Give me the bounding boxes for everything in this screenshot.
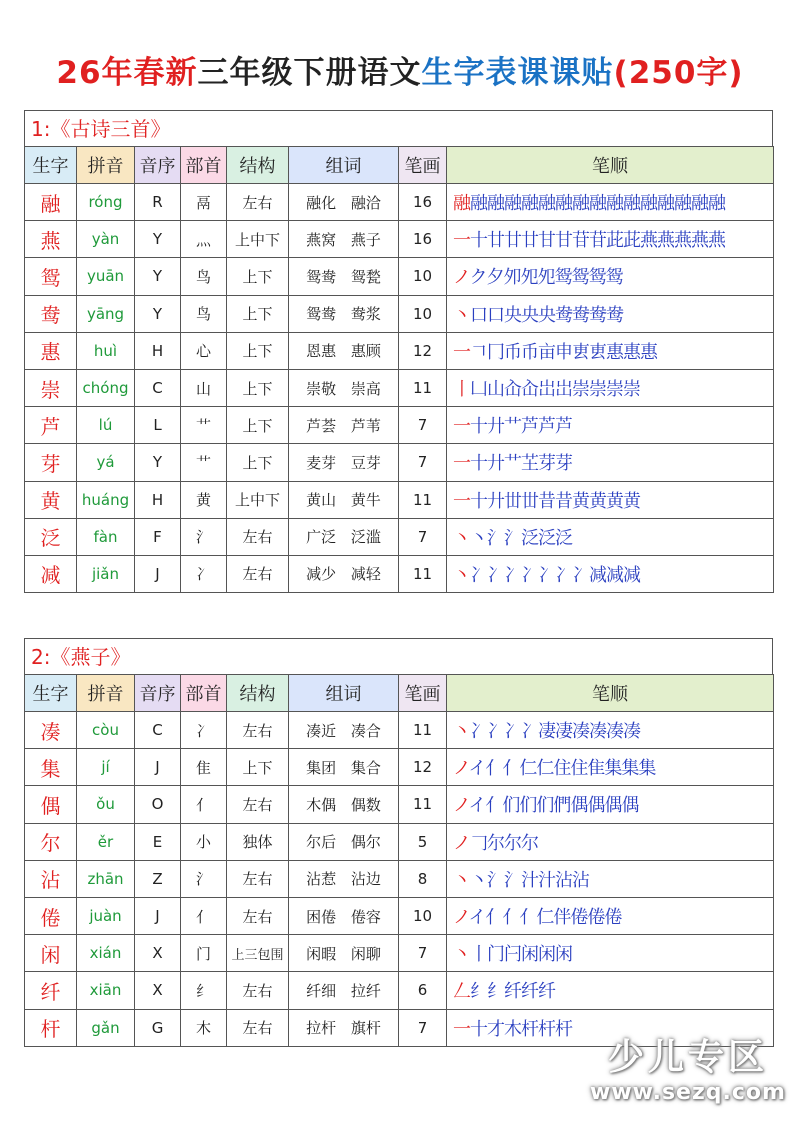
table-header-row: [25, 147, 774, 184]
cell-initial: C: [135, 712, 181, 749]
cell-strokes: 11: [399, 369, 447, 406]
table-row: [25, 786, 774, 823]
cell-stroke-order: ノイ亻亻亻仁伴倦倦倦: [447, 897, 774, 934]
cell-stroke-order: 丶丶氵氵泛泛泛: [447, 518, 774, 555]
header-strokes: 笔画: [399, 675, 447, 712]
cell-radical: 心: [181, 332, 227, 369]
table-row: [25, 712, 774, 749]
watermark-url: www.sezq.com: [590, 1080, 786, 1105]
cell-strokes: 8: [399, 860, 447, 897]
cell-strokes: 10: [399, 897, 447, 934]
header-words: 组词: [289, 675, 399, 712]
cell-pinyin: jí: [77, 749, 135, 786]
cell-char: 鸯: [25, 295, 77, 332]
cell-initial: C: [135, 369, 181, 406]
cell-words: 鸳鸯 鸳甃: [289, 258, 399, 295]
cell-strokes: 16: [399, 184, 447, 221]
cell-initial: X: [135, 935, 181, 972]
cell-radical: 黄: [181, 481, 227, 518]
table-row: [25, 972, 774, 1009]
header-radical: 部首: [181, 147, 227, 184]
cell-words: 黄山 黄牛: [289, 481, 399, 518]
cell-words: 恩惠 惠顾: [289, 332, 399, 369]
cell-radical: 氵: [181, 518, 227, 555]
cell-char: 凑: [25, 712, 77, 749]
cell-structure: 上下: [227, 369, 289, 406]
lesson-section-2: [24, 638, 773, 1047]
cell-pinyin: huì: [77, 332, 135, 369]
cell-pinyin: chóng: [77, 369, 135, 406]
cell-stroke-order: 一𠃍冂币币亩申叀叀惠惠惠: [447, 332, 774, 369]
cell-stroke-order: ノク夕夘夗夗鸳鸳鸳鸳: [447, 258, 774, 295]
cell-radical: 灬: [181, 221, 227, 258]
cell-strokes: 7: [399, 1009, 447, 1046]
cell-stroke-order: 𠃋纟纟纤纤纤: [447, 972, 774, 1009]
cell-char: 减: [25, 555, 77, 592]
cell-structure: 上下: [227, 295, 289, 332]
cell-initial: L: [135, 407, 181, 444]
cell-radical: 纟: [181, 972, 227, 1009]
cell-pinyin: huáng: [77, 481, 135, 518]
cell-structure: 左右: [227, 555, 289, 592]
cell-stroke-order: 一十廾艹芦芦芦: [447, 407, 774, 444]
page-title: [0, 48, 800, 98]
cell-stroke-order: ノイ亻们们们們偶偶偶偶: [447, 786, 774, 823]
lesson-title: 1:《古诗三首》: [24, 110, 773, 146]
cell-structure: 左右: [227, 518, 289, 555]
table-row: [25, 258, 774, 295]
cell-radical: 门: [181, 935, 227, 972]
cell-words: 沾惹 沾边: [289, 860, 399, 897]
table-row: [25, 295, 774, 332]
header-structure: 结构: [227, 147, 289, 184]
cell-radical: 鸟: [181, 295, 227, 332]
cell-pinyin: róng: [77, 184, 135, 221]
cell-initial: Y: [135, 221, 181, 258]
cell-structure: 左右: [227, 972, 289, 1009]
cell-pinyin: xián: [77, 935, 135, 972]
cell-radical: 冫: [181, 712, 227, 749]
cell-initial: Z: [135, 860, 181, 897]
cell-strokes: 10: [399, 295, 447, 332]
cell-radical: 鬲: [181, 184, 227, 221]
cell-initial: H: [135, 332, 181, 369]
table-row: [25, 555, 774, 592]
character-table: [24, 674, 774, 1047]
cell-stroke-order: 丶丶氵氵汁汁沾沾: [447, 860, 774, 897]
cell-pinyin: lú: [77, 407, 135, 444]
cell-structure: 独体: [227, 823, 289, 860]
header-structure: 结构: [227, 675, 289, 712]
cell-pinyin: zhān: [77, 860, 135, 897]
cell-char: 崇: [25, 369, 77, 406]
table-row: [25, 332, 774, 369]
cell-strokes: 16: [399, 221, 447, 258]
cell-strokes: 11: [399, 555, 447, 592]
table-row: [25, 518, 774, 555]
cell-pinyin: yāng: [77, 295, 135, 332]
cell-initial: G: [135, 1009, 181, 1046]
cell-initial: R: [135, 184, 181, 221]
cell-pinyin: jiǎn: [77, 555, 135, 592]
cell-strokes: 11: [399, 712, 447, 749]
header-pinyin: 拼音: [77, 675, 135, 712]
title-part-table: 生字表课课贴: [421, 55, 614, 91]
cell-strokes: 12: [399, 332, 447, 369]
cell-initial: F: [135, 518, 181, 555]
cell-structure: 左右: [227, 786, 289, 823]
cell-char: 芦: [25, 407, 77, 444]
cell-pinyin: yàn: [77, 221, 135, 258]
cell-words: 融化 融洽: [289, 184, 399, 221]
cell-structure: 上中下: [227, 481, 289, 518]
cell-char: 闲: [25, 935, 77, 972]
cell-words: 广泛 泛滥: [289, 518, 399, 555]
cell-structure: 左右: [227, 1009, 289, 1046]
watermark-brand: 少儿专区: [607, 1037, 768, 1078]
header-char: 生字: [25, 147, 77, 184]
cell-pinyin: gǎn: [77, 1009, 135, 1046]
cell-words: 鸳鸯 鸯浆: [289, 295, 399, 332]
cell-stroke-order: 一十廾丗丗昔昔黄黄黄黄: [447, 481, 774, 518]
cell-structure: 上下: [227, 749, 289, 786]
cell-initial: Y: [135, 258, 181, 295]
cell-structure: 上下: [227, 258, 289, 295]
cell-radical: 艹: [181, 444, 227, 481]
cell-radical: 氵: [181, 860, 227, 897]
table-row: [25, 444, 774, 481]
cell-char: 泛: [25, 518, 77, 555]
table-row: [25, 749, 774, 786]
cell-stroke-order: 丶冫冫冫冫凄凄凑凑凑凑: [447, 712, 774, 749]
cell-initial: H: [135, 481, 181, 518]
cell-strokes: 11: [399, 786, 447, 823]
cell-words: 闲暇 闲聊: [289, 935, 399, 972]
cell-strokes: 10: [399, 258, 447, 295]
cell-stroke-order: 一十廾艹芏芽芽: [447, 444, 774, 481]
cell-strokes: 7: [399, 444, 447, 481]
cell-stroke-order: 丶冫冫冫冫冫冫冫减减减: [447, 555, 774, 592]
cell-radical: 艹: [181, 407, 227, 444]
cell-words: 拉杆 旗杆: [289, 1009, 399, 1046]
header-initial: 音序: [135, 147, 181, 184]
cell-radical: 木: [181, 1009, 227, 1046]
cell-structure: 左右: [227, 860, 289, 897]
header-char: 生字: [25, 675, 77, 712]
cell-char: 集: [25, 749, 77, 786]
cell-pinyin: yá: [77, 444, 135, 481]
cell-stroke-order: ノ𠃌尔尔尔: [447, 823, 774, 860]
cell-structure: 上下: [227, 332, 289, 369]
cell-structure: 左右: [227, 712, 289, 749]
cell-words: 木偶 偶数: [289, 786, 399, 823]
cell-words: 减少 减轻: [289, 555, 399, 592]
cell-char: 纤: [25, 972, 77, 1009]
cell-initial: E: [135, 823, 181, 860]
character-table: [24, 146, 774, 593]
cell-initial: J: [135, 897, 181, 934]
cell-strokes: 11: [399, 481, 447, 518]
cell-structure: 上下: [227, 444, 289, 481]
cell-structure: 上三包围: [227, 935, 289, 972]
table-row: [25, 860, 774, 897]
cell-words: 尔后 偶尔: [289, 823, 399, 860]
cell-radical: 亻: [181, 897, 227, 934]
cell-pinyin: còu: [77, 712, 135, 749]
title-part-year: 26年春新: [56, 55, 198, 91]
table-row: [25, 823, 774, 860]
cell-strokes: 7: [399, 518, 447, 555]
watermark-logo: [588, 1036, 788, 1106]
cell-stroke-order: ノイ亻亻仁仁住住隹集集集: [447, 749, 774, 786]
cell-pinyin: ǒu: [77, 786, 135, 823]
cell-strokes: 6: [399, 972, 447, 1009]
cell-words: 凑近 凑合: [289, 712, 399, 749]
title-part-count: (250字): [613, 55, 744, 91]
cell-radical: 小: [181, 823, 227, 860]
table-row: [25, 407, 774, 444]
table-row: [25, 184, 774, 221]
cell-words: 纤细 拉纤: [289, 972, 399, 1009]
cell-initial: Y: [135, 444, 181, 481]
cell-char: 惠: [25, 332, 77, 369]
cell-words: 困倦 倦容: [289, 897, 399, 934]
table-row: [25, 221, 774, 258]
cell-char: 融: [25, 184, 77, 221]
title-part-grade: 三年级下册语文: [197, 55, 422, 91]
header-stroke-order: 笔顺: [447, 147, 774, 184]
cell-stroke-order: 融融融融融融融融融融融融融融融融: [447, 184, 774, 221]
cell-pinyin: yuān: [77, 258, 135, 295]
cell-initial: X: [135, 972, 181, 1009]
cell-initial: Y: [135, 295, 181, 332]
cell-pinyin: juàn: [77, 897, 135, 934]
cell-initial: J: [135, 555, 181, 592]
table-row: [25, 897, 774, 934]
table-row: [25, 481, 774, 518]
cell-strokes: 12: [399, 749, 447, 786]
cell-pinyin: xiān: [77, 972, 135, 1009]
cell-stroke-order: 丶丨门闩闲闲闲: [447, 935, 774, 972]
cell-char: 偶: [25, 786, 77, 823]
table-row: [25, 935, 774, 972]
cell-words: 麦芽 豆芽: [289, 444, 399, 481]
cell-radical: 鸟: [181, 258, 227, 295]
cell-initial: O: [135, 786, 181, 823]
cell-stroke-order: 一十廿廿廿甘甘苷苷茈茈燕燕燕燕燕: [447, 221, 774, 258]
cell-words: 崇敬 崇高: [289, 369, 399, 406]
header-stroke-order: 笔顺: [447, 675, 774, 712]
lesson-title: 2:《燕子》: [24, 638, 773, 674]
cell-char: 燕: [25, 221, 77, 258]
cell-pinyin: fàn: [77, 518, 135, 555]
cell-structure: 上中下: [227, 221, 289, 258]
table-header-row: [25, 675, 774, 712]
cell-radical: 山: [181, 369, 227, 406]
cell-words: 集团 集合: [289, 749, 399, 786]
cell-initial: J: [135, 749, 181, 786]
cell-strokes: 5: [399, 823, 447, 860]
cell-char: 倦: [25, 897, 77, 934]
cell-stroke-order: 丨凵山屳屳岀岀崇崇崇崇: [447, 369, 774, 406]
cell-char: 芽: [25, 444, 77, 481]
cell-char: 鸳: [25, 258, 77, 295]
cell-structure: 左右: [227, 184, 289, 221]
cell-stroke-order: 丶口口央央央鸯鸯鸯鸯: [447, 295, 774, 332]
cell-radical: 亻: [181, 786, 227, 823]
table-row: [25, 369, 774, 406]
header-strokes: 笔画: [399, 147, 447, 184]
header-initial: 音序: [135, 675, 181, 712]
cell-strokes: 7: [399, 935, 447, 972]
cell-char: 黄: [25, 481, 77, 518]
cell-words: 芦荟 芦苇: [289, 407, 399, 444]
cell-radical: 隹: [181, 749, 227, 786]
header-pinyin: 拼音: [77, 147, 135, 184]
cell-stroke-order: 一十才木杆杆杆: [447, 1009, 774, 1046]
cell-structure: 上下: [227, 407, 289, 444]
cell-pinyin: ěr: [77, 823, 135, 860]
cell-radical: 冫: [181, 555, 227, 592]
cell-char: 尔: [25, 823, 77, 860]
lesson-section-1: [24, 110, 773, 593]
cell-strokes: 7: [399, 407, 447, 444]
cell-char: 沾: [25, 860, 77, 897]
header-radical: 部首: [181, 675, 227, 712]
cell-words: 燕窝 燕子: [289, 221, 399, 258]
header-words: 组词: [289, 147, 399, 184]
cell-char: 杆: [25, 1009, 77, 1046]
cell-structure: 左右: [227, 897, 289, 934]
